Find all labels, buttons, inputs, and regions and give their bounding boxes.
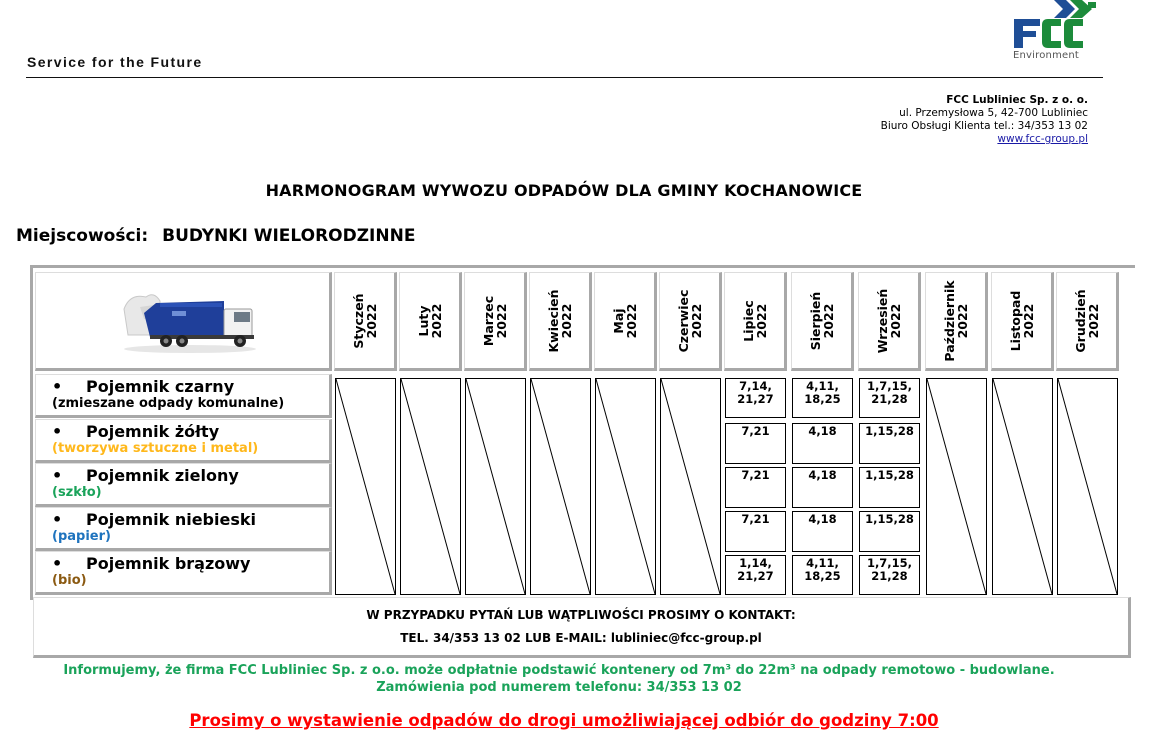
diagonal-strike-icon: [661, 379, 720, 594]
month-header: [659, 272, 722, 371]
diagonal-strike-icon: [336, 379, 395, 594]
month-year: 2022: [493, 303, 509, 338]
month-year: 2022: [887, 303, 903, 338]
bin-waste-type: (zmieszane odpady komunalne): [52, 396, 285, 411]
month-name: Maj: [610, 307, 626, 334]
bin-waste-type: (tworzywa sztuczne i metal): [52, 441, 259, 456]
bin-row-label: [35, 374, 332, 418]
contact-box: [33, 597, 1131, 658]
collection-dates-cell: 7,21: [725, 511, 786, 552]
month-year: 2022: [558, 303, 574, 338]
month-name: Październik: [941, 279, 957, 362]
bullet-icon: •: [52, 466, 63, 485]
company-website-link[interactable]: www.fcc-group.pl: [997, 133, 1088, 145]
month-year: 2022: [1020, 303, 1036, 338]
company-address: ul. Przemysłowa 5, 42-700 Lubliniec: [899, 107, 1088, 119]
month-header: [991, 272, 1054, 371]
bullet-icon: •: [52, 377, 63, 396]
collection-dates-cell: 1,14, 21,27: [725, 555, 786, 595]
header-divider: [26, 77, 1103, 78]
bin-name: [52, 554, 250, 573]
locality-value: BUDYNKI WIELORODZINNE: [162, 226, 416, 246]
month-year: 2022: [623, 303, 639, 338]
garbage-truck-icon: [120, 289, 260, 355]
schedule-table: [30, 265, 1135, 600]
month-name: Wrzesień: [874, 288, 890, 353]
collection-dates-cell: 4,18: [792, 423, 853, 464]
info-text: [0, 662, 1118, 696]
month-year: 2022: [428, 303, 444, 338]
bin-waste-type: (papier): [52, 529, 111, 544]
month-name: Czerwiec: [675, 289, 691, 352]
bullet-icon: •: [52, 510, 63, 529]
collection-dates-cell: 7,21: [725, 423, 786, 464]
month-label: [677, 289, 703, 352]
locality-label: Miejscowości:: [16, 226, 149, 246]
bin-name: [52, 377, 234, 396]
bullet-icon: •: [52, 422, 63, 441]
no-collection-cell: [530, 378, 591, 595]
company-phone: Biuro Obsługi Klienta tel.: 34/353 13 02: [880, 120, 1088, 132]
month-year: 2022: [820, 303, 836, 338]
month-label: [943, 280, 969, 361]
no-collection-cell: [400, 378, 461, 595]
no-collection-cell: [335, 378, 396, 595]
locality: [16, 226, 415, 246]
month-name: Luty: [415, 305, 431, 337]
diagonal-strike-icon: [993, 379, 1052, 594]
collection-dates-cell: 1,7,15, 21,28: [859, 378, 920, 418]
no-collection-cell: [992, 378, 1053, 595]
month-name: Styczeń: [350, 292, 366, 349]
month-year: 2022: [954, 303, 970, 338]
bin-row-label: [35, 551, 332, 595]
month-name: Grudzień: [1072, 288, 1088, 353]
month-year: 2022: [688, 303, 704, 338]
month-header: [925, 272, 988, 371]
fcc-logo: [1008, 0, 1103, 64]
collection-dates-cell: 4,18: [792, 467, 853, 508]
no-collection-cell: [595, 378, 656, 595]
collection-dates-cell: 7,14, 21,27: [725, 378, 786, 418]
collection-dates-cell: 4,11, 18,25: [792, 555, 853, 595]
diagonal-strike-icon: [531, 379, 590, 594]
logo-subtitle: Environment: [1013, 50, 1080, 61]
month-label: [1009, 290, 1035, 351]
month-label: [547, 289, 573, 352]
bin-name-text: Pojemnik niebieski: [86, 510, 256, 529]
collection-dates-cell: 7,21: [725, 467, 786, 508]
collection-time-notice: Prosimy o wystawienie odpadów do drogi umożliwiającej odbiór do godziny 7:00: [189, 711, 939, 730]
month-name: Marzec: [480, 295, 496, 346]
bin-name: [52, 466, 239, 485]
collection-dates-cell: 1,15,28: [859, 511, 920, 552]
month-year: 2022: [753, 303, 769, 338]
no-collection-cell: [1057, 378, 1118, 595]
month-header: [399, 272, 462, 371]
month-year: 2022: [1085, 303, 1101, 338]
month-label: [482, 295, 508, 345]
collection-dates-cell: 1,7,15, 21,28: [859, 555, 920, 595]
bin-name-text: Pojemnik zielony: [86, 466, 239, 485]
diagonal-strike-icon: [1058, 379, 1117, 594]
month-header: [334, 272, 397, 371]
month-header: [529, 272, 592, 371]
bullet-icon: •: [52, 554, 63, 573]
bin-row-label: [35, 419, 332, 463]
info-line-2: Zamówienia pod numerem telefonu: 34/353 13 02: [376, 680, 742, 695]
company-info: [881, 94, 1088, 146]
contact-line-2: TEL. 34/353 13 02 LUB E-MAIL: lubliniec@fcc-group.pl: [400, 631, 762, 645]
month-label: [876, 288, 902, 353]
month-label: [742, 300, 768, 341]
bin-waste-type: (szkło): [52, 485, 102, 500]
truck-image-cell: [35, 272, 332, 371]
month-header: [858, 272, 921, 371]
month-label: [352, 293, 378, 348]
bin-name: [52, 422, 219, 441]
month-name: Kwiecień: [545, 288, 561, 353]
month-label: [809, 291, 835, 350]
month-header: [1056, 272, 1119, 371]
bin-row-label: [35, 507, 332, 551]
month-name: Lipiec: [740, 299, 756, 342]
month-header: [791, 272, 854, 371]
bin-name-text: Pojemnik czarny: [86, 377, 235, 396]
month-year: 2022: [363, 303, 379, 338]
month-label: [417, 303, 443, 338]
month-label: [1074, 289, 1100, 352]
company-name: FCC Lubliniec Sp. z o. o.: [946, 94, 1088, 106]
info-line-1: Informujemy, że firma FCC Lubliniec Sp. z o.o. może odpłatnie podstawić kontenery od 7m³ do 22m³ na odpady remotowo - budowlane.: [63, 663, 1055, 678]
fcc-logo-icon: [1008, 0, 1103, 50]
collection-dates-cell: 1,15,28: [859, 467, 920, 508]
diagonal-strike-icon: [927, 379, 986, 594]
month-name: Listopad: [1007, 290, 1023, 351]
collection-dates-cell: 4,18: [792, 511, 853, 552]
bin-waste-type: (bio): [52, 573, 87, 588]
page-title: HARMONOGRAM WYWOZU ODPADÓW DLA GMINY KOCHANOWICE: [265, 181, 863, 200]
no-collection-cell: [926, 378, 987, 595]
month-header: [724, 272, 787, 371]
month-label: [612, 303, 638, 338]
month-header: [594, 272, 657, 371]
bin-name-text: Pojemnik brązowy: [86, 554, 251, 573]
collection-dates-cell: 4,11, 18,25: [792, 378, 853, 418]
contact-line-1: W PRZYPADKU PYTAŃ LUB WĄTPLIWOŚCI PROSIMY O KONTAKT:: [366, 608, 796, 622]
collection-dates-cell: 1,15,28: [859, 423, 920, 464]
no-collection-cell: [465, 378, 526, 595]
month-header: [464, 272, 527, 371]
no-collection-cell: [660, 378, 721, 595]
month-name: Sierpień: [807, 291, 823, 350]
bin-name-text: Pojemnik żółty: [86, 422, 220, 441]
diagonal-strike-icon: [401, 379, 460, 594]
tagline: Service for the Future: [27, 54, 203, 70]
diagonal-strike-icon: [596, 379, 655, 594]
bin-name: [52, 510, 256, 529]
bin-row-label: [35, 463, 332, 507]
diagonal-strike-icon: [466, 379, 525, 594]
